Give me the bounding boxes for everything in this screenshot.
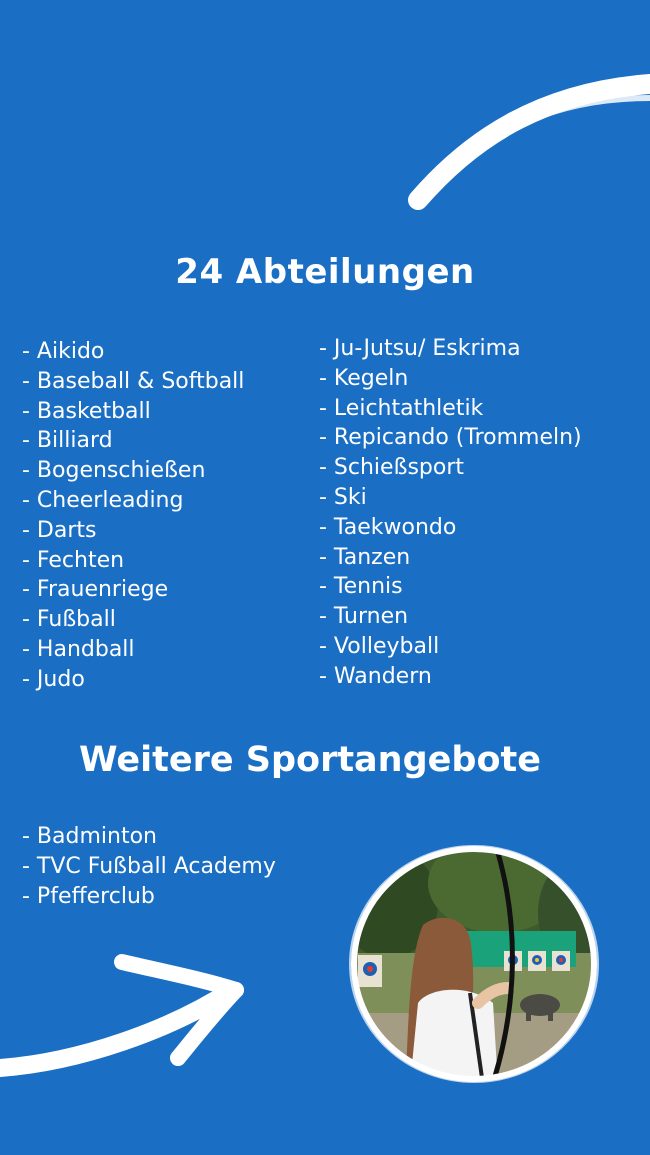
- list-item: - Fußball: [22, 607, 116, 633]
- list-item: - Aikido: [22, 339, 105, 364]
- list-item: - Leichtathletik: [319, 395, 484, 421]
- page-title: 24 Abteilungen: [175, 252, 475, 292]
- list-item: - Pfefferclub: [22, 884, 155, 909]
- list-item: - Darts: [22, 517, 97, 543]
- list-item: - Handball: [22, 636, 135, 662]
- list-item: - Wandern: [319, 663, 432, 689]
- list-item: - Badminton: [22, 824, 157, 849]
- list-item: - Tennis: [319, 574, 403, 600]
- section-title: Weitere Sportangebote: [79, 740, 541, 780]
- list-item: - Frauenriege: [22, 577, 169, 603]
- list-item: - Volleyball: [319, 633, 440, 659]
- list-item: - Schießsport: [319, 455, 464, 481]
- list-item: - Tanzen: [319, 544, 411, 570]
- list-item: - Turnen: [319, 604, 409, 630]
- list-item: - TVC Fußball Academy: [22, 854, 276, 879]
- list-item: - Ski: [319, 484, 367, 510]
- list-item: - Cheerleading: [22, 487, 184, 513]
- list-item: - Ju-Jutsu/ Eskrima: [319, 336, 521, 361]
- list-item: - Kegeln: [319, 365, 409, 391]
- list-item: - Bogenschießen: [22, 458, 206, 484]
- list-item: - Billiard: [22, 428, 113, 454]
- list-item: - Judo: [22, 666, 85, 692]
- archery-photo: [348, 843, 600, 1085]
- list-item: - Fechten: [22, 547, 125, 573]
- list-item: - Taekwondo: [319, 514, 457, 540]
- list-item: - Basketball: [22, 398, 151, 424]
- list-item: - Baseball & Softball: [22, 368, 245, 394]
- list-item: - Repicando (Trommeln): [319, 425, 582, 451]
